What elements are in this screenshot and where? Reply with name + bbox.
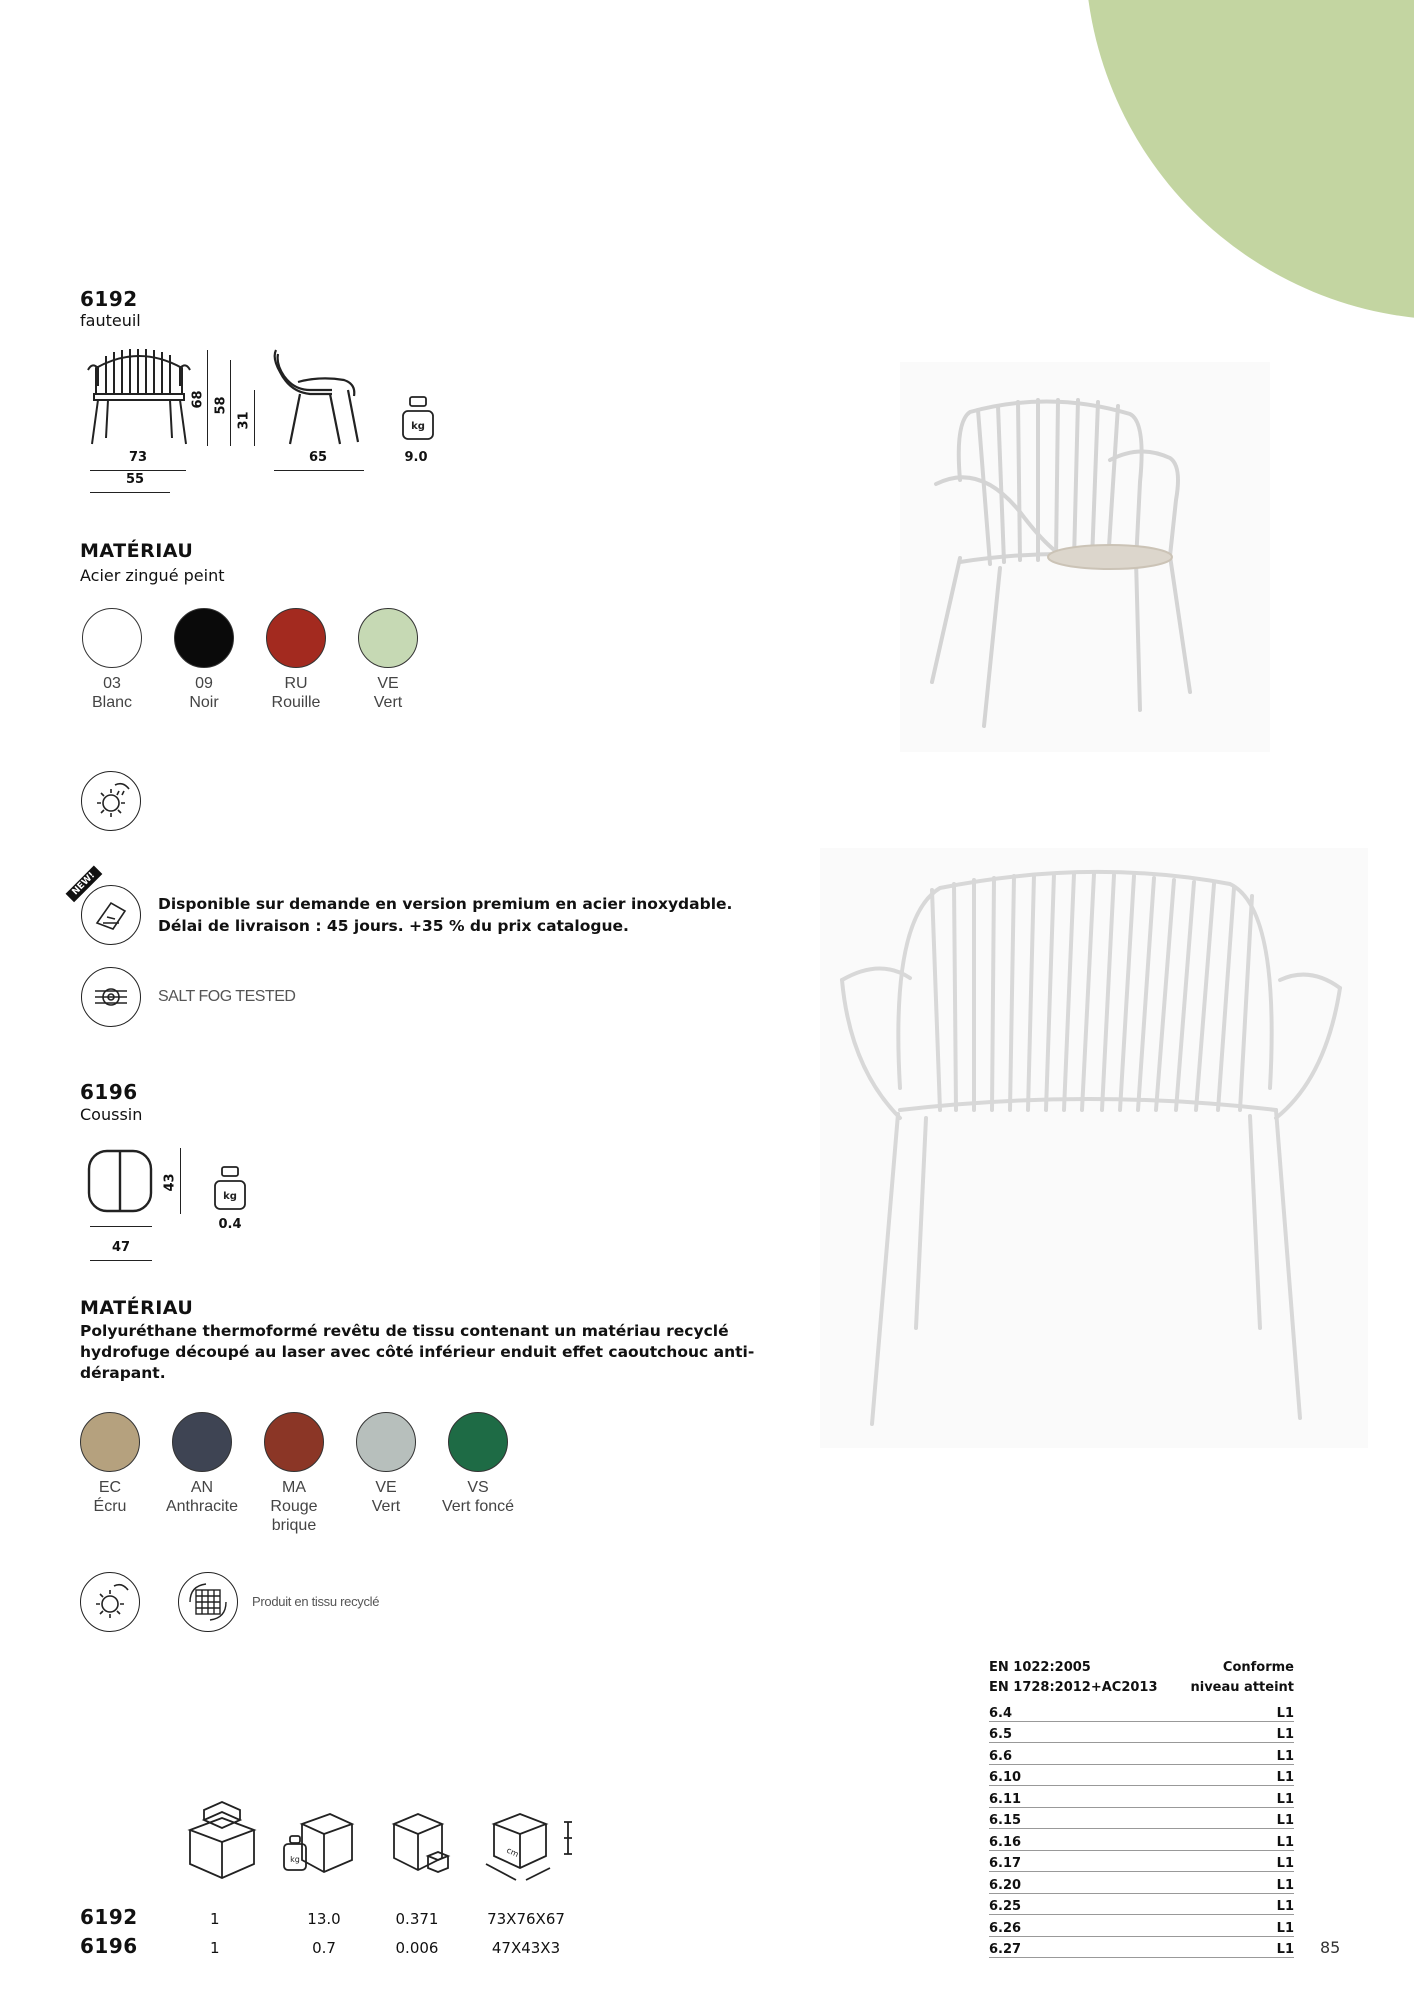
swatch-rouge-brique[interactable]: [264, 1412, 324, 1472]
swatch-code: AN: [190, 1479, 214, 1496]
table-row: 6.27 L1: [989, 1937, 1294, 1959]
swatch-label: Rouge: [270, 1498, 318, 1515]
swatch-code: VE: [377, 675, 399, 692]
standard-en1728: EN 1728:2012+AC2013: [989, 1680, 1158, 1695]
armchair-photo: [900, 362, 1270, 752]
stainless-steel-icon: [81, 885, 141, 945]
standards-table: [989, 1660, 1294, 1958]
box-dimension-unit: cm: [505, 1845, 521, 1859]
swatch-label: Noir: [189, 694, 219, 711]
chair-front-drawing: [84, 346, 194, 446]
weight-icon: [212, 1164, 248, 1214]
table-row: 6.11 L1: [989, 1786, 1294, 1808]
swatch-anthracite[interactable]: [172, 1412, 232, 1472]
dim-width: 73: [128, 450, 148, 465]
table-row: 6.6 L1: [989, 1743, 1294, 1765]
swatch-code: VS: [467, 1479, 489, 1496]
table-row: 6.26 L1: [989, 1915, 1294, 1937]
pack-weight: 13.0: [307, 1910, 341, 1928]
table-row: 6.5 L1: [989, 1722, 1294, 1744]
table-row: 6.25 L1: [989, 1894, 1294, 1916]
table-row: 6.17 L1: [989, 1851, 1294, 1873]
material-text: Acier zingué peint: [80, 566, 225, 585]
material-line3: dérapant.: [80, 1364, 166, 1382]
dim-weight: 9.0: [404, 450, 428, 465]
pack-weight: 0.7: [312, 1939, 336, 1957]
standard-en1022: EN 1022:2005: [989, 1660, 1091, 1675]
standard-niveau: niveau atteint: [1190, 1680, 1294, 1695]
pack-qty: 1: [210, 1939, 220, 1957]
pack-qty: 1: [210, 1910, 220, 1928]
swatch-code: MA: [282, 1479, 306, 1496]
salt-fog-label: SALT FOG TESTED: [158, 988, 296, 1005]
cushion-height: 43: [162, 1173, 178, 1192]
table-row: 6.4 L1: [989, 1700, 1294, 1722]
swatch-label: Écru: [93, 1498, 127, 1515]
product-name: Coussin: [80, 1105, 143, 1124]
premium-note-line1: Disponible sur demande en version premium en acier inoxydable.: [158, 895, 733, 913]
outdoor-sun-rain-icon: [81, 771, 141, 831]
dim-seat-width: 55: [125, 472, 145, 487]
table-row: 6.16 L1: [989, 1829, 1294, 1851]
material-line2: hydrofuge découpé au laser avec côté inférieur enduit effet caoutchouc anti-: [80, 1343, 755, 1361]
weight-icon: [400, 394, 436, 446]
swatch-code: EC: [98, 1479, 122, 1496]
material-line1: Polyuréthane thermoformé revêtu de tissu contenant un matériau recyclé: [80, 1322, 729, 1340]
pack-code: 6192: [80, 1905, 138, 1929]
swatch-ecru[interactable]: [80, 1412, 140, 1472]
swatch-label: Blanc: [91, 694, 133, 711]
material-heading: MATÉRIAU: [80, 540, 194, 562]
swatch-label-line2: brique: [271, 1517, 317, 1534]
product-name: fauteuil: [80, 311, 141, 330]
product-code: 6196: [80, 1080, 138, 1104]
swatch-vert[interactable]: [356, 1412, 416, 1472]
cushion-width: 47: [111, 1240, 131, 1255]
swatch-code: RU: [284, 675, 308, 692]
swatch-code: 09: [195, 675, 213, 692]
swatch-code: 03: [103, 675, 121, 692]
swatch-label: Vert foncé: [441, 1498, 515, 1515]
pack-code: 6196: [80, 1934, 138, 1958]
weight-unit: kg: [411, 421, 425, 432]
outdoor-sun-rain-icon: [80, 1572, 140, 1632]
swatch-blanc[interactable]: [82, 608, 142, 668]
dim-depth: 65: [308, 450, 328, 465]
swatch-label: Anthracite: [165, 1498, 239, 1515]
swatch-vert-fonce[interactable]: [448, 1412, 508, 1472]
decorative-circle: [1085, 0, 1414, 320]
dim-seat-height: 58: [213, 396, 229, 415]
recycled-note: Produit en tissu recyclé: [252, 1594, 380, 1609]
premium-note-line2: Délai de livraison : 45 jours. +35 % du prix catalogue.: [158, 917, 629, 935]
box-weight-unit: kg: [290, 1855, 300, 1864]
pack-volume: 0.371: [395, 1910, 439, 1928]
box-volume-icon: [388, 1810, 454, 1882]
cushion-drawing: [86, 1148, 156, 1218]
swatch-noir[interactable]: [174, 608, 234, 668]
dim-height: 68: [190, 390, 206, 409]
pack-volume: 0.006: [395, 1939, 439, 1957]
material-heading: MATÉRIAU: [80, 1297, 194, 1319]
swatch-label: Vert: [371, 1498, 401, 1515]
chair-side-drawing: [270, 346, 366, 446]
pack-size: 73X76X67: [487, 1910, 565, 1928]
box-dimensions-icon: [476, 1810, 576, 1886]
table-row: 6.15 L1: [989, 1808, 1294, 1830]
swatch-vert[interactable]: [358, 608, 418, 668]
loveseat-photo: [820, 848, 1368, 1448]
pieces-per-box-icon: [180, 1800, 264, 1880]
dim-armrest-height: 31: [236, 411, 252, 430]
standard-conforme: Conforme: [1222, 1660, 1294, 1675]
swatch-rouille[interactable]: [266, 608, 326, 668]
weight-unit: kg: [223, 1191, 237, 1202]
product-code: 6192: [80, 287, 138, 311]
pack-size: 47X43X3: [491, 1939, 561, 1957]
swatch-label: Vert: [373, 694, 403, 711]
salt-fog-icon: [81, 967, 141, 1027]
new-badge: NEW!: [66, 866, 103, 903]
cushion-weight: 0.4: [218, 1217, 242, 1232]
page-number: 85: [1320, 1938, 1341, 1957]
table-row: 6.10 L1: [989, 1765, 1294, 1787]
table-row: 6.20 L1: [989, 1872, 1294, 1894]
box-weight-icon: [280, 1810, 356, 1882]
swatch-label: Rouille: [271, 694, 321, 711]
swatch-code: VE: [375, 1479, 397, 1496]
recycled-fabric-icon: [178, 1572, 238, 1632]
